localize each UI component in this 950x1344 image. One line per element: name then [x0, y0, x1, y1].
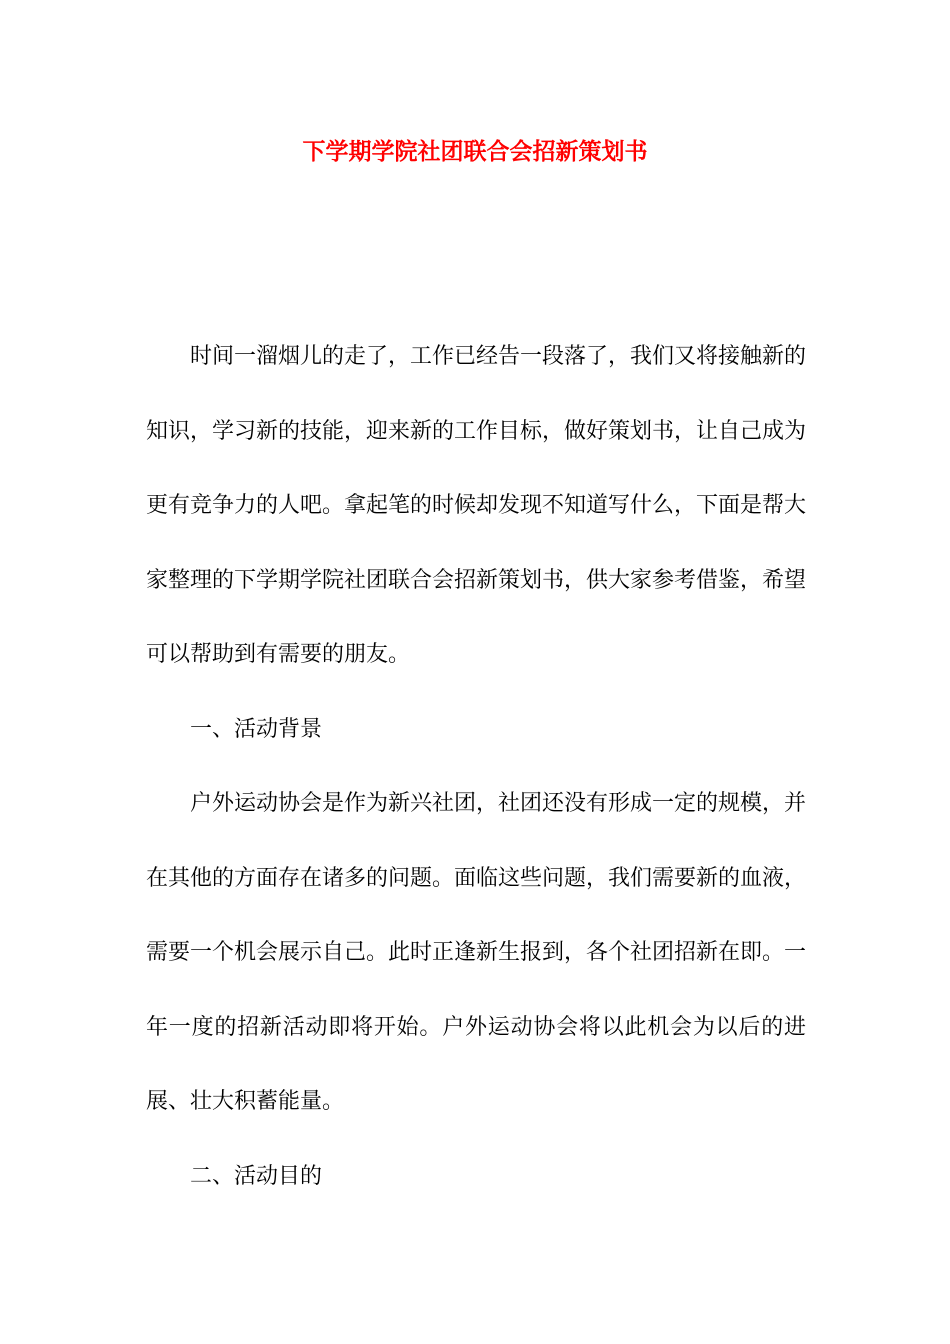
- document-title: 下学期学院社团联合会招新策划书: [302, 138, 648, 165]
- document-body: [146, 320, 806, 1214]
- intro-paragraph: 时间一溜烟儿的走了，工作已经告一段落了，我们又将接触新的知识，学习新的技能，迎来新的工作目标，做好策划书，让自己成为更有竞争力的人吧。拿起笔的时候却发现不知道写什么，下面是帮大家整理的下学期学院社团联合会招新策划书，供大家参考借鉴，希望可以帮助到有需要的朋友。: [146, 344, 807, 667]
- section-heading-purpose: 二、活动目的: [190, 1163, 323, 1189]
- background-paragraph: 户外运动协会是作为新兴社团，社团还没有形成一定的规模，并在其他的方面存在诸多的问题。面临这些问题，我们需要新的血液，需要一个机会展示自己。此时正逢新生报到，各个社团招新在即。一年一度的招新活动即将开始。户外运动协会将以此机会为以后的进展、壮大积蓄能量。: [146, 791, 807, 1114]
- section-heading-background: 一、活动背景: [190, 716, 323, 742]
